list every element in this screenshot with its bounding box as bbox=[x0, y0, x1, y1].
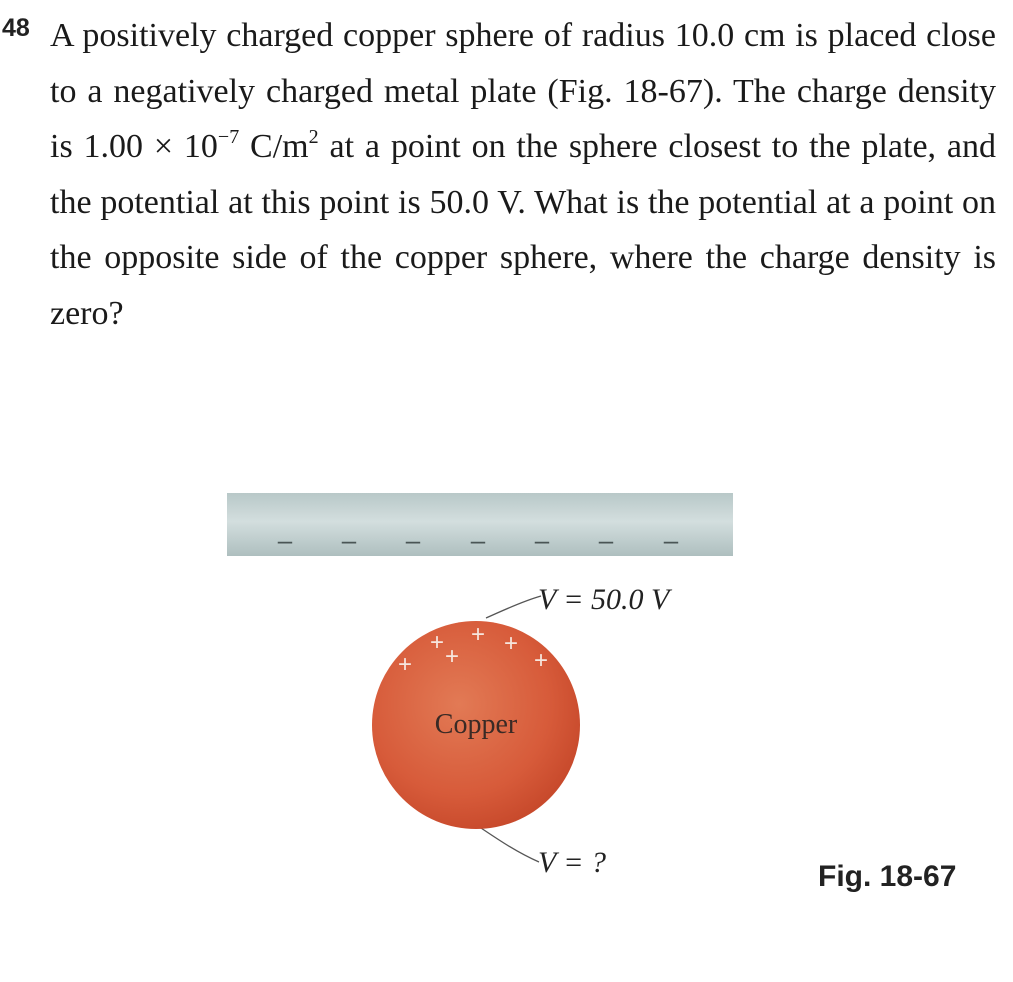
sphere-plus-sign: + bbox=[444, 643, 460, 670]
bottom-leader-line bbox=[478, 826, 539, 862]
plate-minus-sign: – bbox=[470, 525, 486, 555]
unit-exponent: 2 bbox=[308, 126, 319, 148]
plate-minus-sign: – bbox=[405, 525, 421, 555]
sphere-plus-sign: + bbox=[533, 647, 549, 674]
plate-minus-sign: – bbox=[663, 525, 679, 555]
top-leader-line bbox=[486, 596, 541, 618]
sphere-plus-sign: + bbox=[429, 629, 445, 656]
exponent: −7 bbox=[217, 126, 240, 148]
problem-text-part2: C/m bbox=[239, 128, 309, 165]
plate-minus-sign: – bbox=[598, 525, 614, 555]
bottom-potential-label: V = ? bbox=[538, 846, 607, 879]
sphere-plus-sign: + bbox=[503, 630, 519, 657]
plate-minus-sign: – bbox=[277, 525, 293, 555]
top-potential-label: V = 50.0 V bbox=[538, 583, 670, 616]
plate-minus-sign: – bbox=[534, 525, 550, 555]
figure-caption: Fig. 18-67 bbox=[818, 860, 957, 893]
sphere-label: Copper bbox=[434, 709, 518, 740]
problem-number: 48 bbox=[2, 14, 30, 42]
sphere-plus-sign: + bbox=[470, 621, 486, 648]
sphere-plus-sign: + bbox=[397, 651, 413, 678]
problem-text-part3: at a point on the sphere closest to the plate, and the potential at this point is 50.0 V. What is the potential at a point on the opposite side of the copper sphere, where the charge density is zero? bbox=[50, 128, 997, 332]
problem-text-part1: A positively charged copper sphere of radius 10.0 cm is placed close to a negatively charged metal plate (Fig. 18-67). The charge density is 1.00 × 10 bbox=[50, 17, 996, 165]
plate-minus-sign: – bbox=[341, 525, 357, 555]
